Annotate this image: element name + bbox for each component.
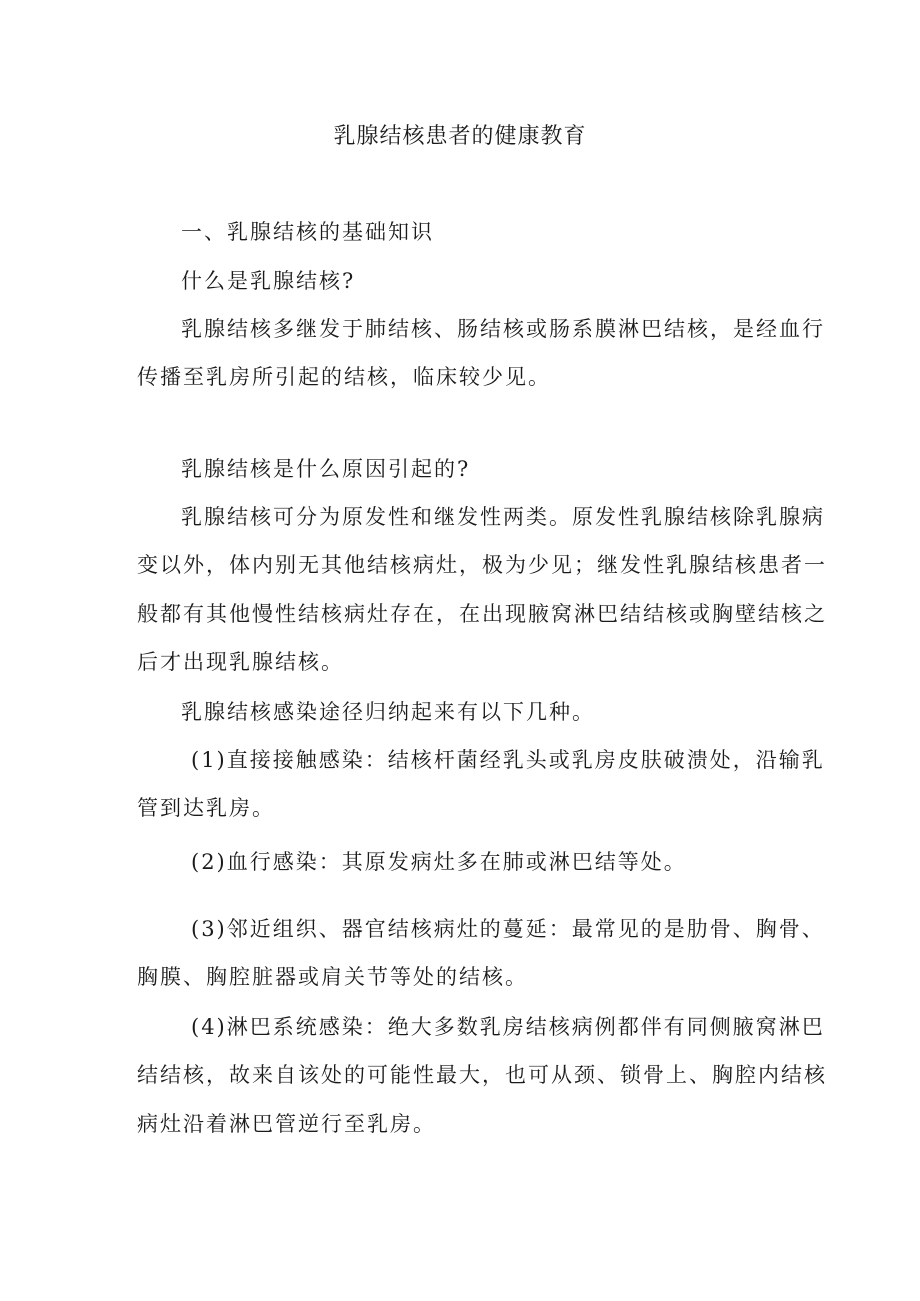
list-item-line: (3)邻近组织、器官结核病灶的蔓延：最常见的是肋骨、胸骨、 [191, 917, 825, 941]
paragraph-line: 后才出现乳腺结核。 [137, 650, 344, 674]
list-item-line: (2)血行感染：其原发病灶多在肺或淋巴结等处。 [191, 850, 687, 874]
section-heading: 一、乳腺结核的基础知识 [181, 220, 434, 244]
list-item-line: (4)淋巴系统感染：绝大多数乳房结核病例都伴有同侧腋窝淋巴 [191, 1015, 825, 1039]
question-heading: 什么是乳腺结核? [181, 269, 356, 293]
paragraph-line: 乳腺结核感染途径归纳起来有以下几种。 [181, 700, 595, 724]
question-heading: 乳腺结核是什么原因引起的? [181, 457, 471, 481]
list-item-line: 胸膜、胸腔脏器或肩关节等处的结核。 [137, 965, 528, 989]
list-item-line: 病灶沿着淋巴管逆行至乳房。 [137, 1112, 436, 1136]
paragraph-line: 传播至乳房所引起的结核，临床较少见。 [137, 365, 551, 389]
list-item-line: 结结核，故来自该处的可能性最大，也可从颈、锁骨上、胸腔内结核 [137, 1063, 827, 1087]
document-title: 乳腺结核患者的健康教育 [333, 124, 587, 149]
list-item-line: (1)直接接触感染：结核杆菌经乳头或乳房皮肤破溃处，沿输乳 [191, 748, 825, 772]
paragraph-line: 变以外，体内别无其他结核病灶，极为少见；继发性乳腺结核患者一 [137, 553, 827, 577]
paragraph-line: 乳腺结核可分为原发性和继发性两类。原发性乳腺结核除乳腺病 [181, 505, 825, 529]
list-item-line: 管到达乳房。 [137, 796, 275, 820]
paragraph-line: 般都有其他慢性结核病灶存在，在出现腋窝淋巴结结核或胸壁结核之 [137, 602, 827, 626]
paragraph-line: 乳腺结核多继发于肺结核、肠结核或肠系膜淋巴结核，是经血行 [181, 317, 825, 341]
